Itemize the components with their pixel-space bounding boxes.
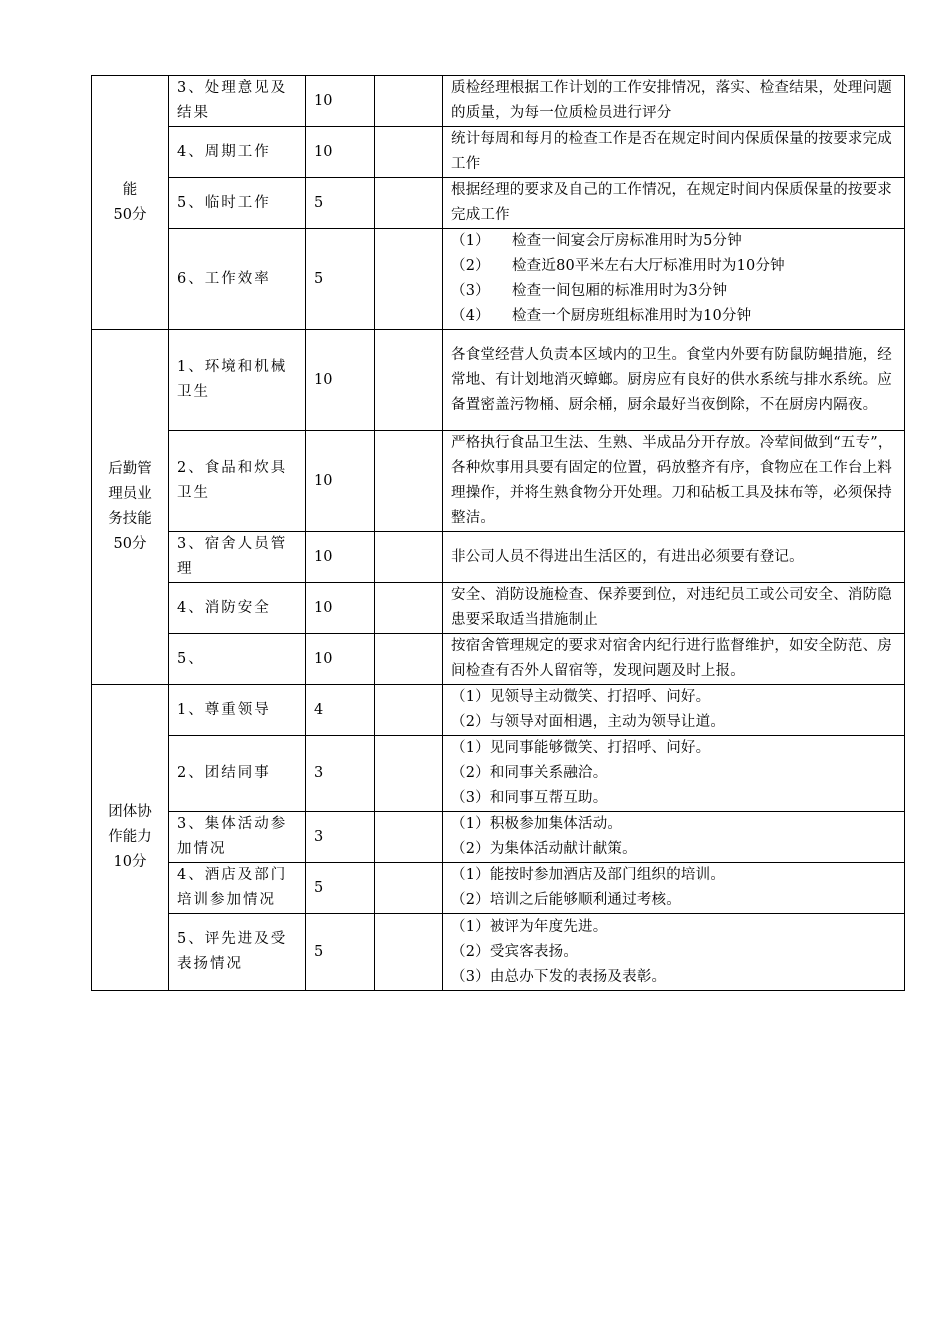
self-score-cell bbox=[375, 914, 443, 991]
item-cell: 5、评先进及受表扬情况 bbox=[169, 914, 306, 991]
score-cell: 10 bbox=[306, 532, 375, 583]
item-cell: 6、工作效率 bbox=[169, 229, 306, 330]
category-label: 50分 bbox=[113, 536, 147, 552]
self-score-cell bbox=[375, 812, 443, 863]
table-row bbox=[92, 532, 905, 583]
self-score-cell bbox=[375, 330, 443, 431]
description-line: （1）积极参加集体活动。 bbox=[451, 816, 623, 832]
self-score-cell bbox=[375, 178, 443, 229]
item-cell: 1、尊重领导 bbox=[169, 685, 306, 736]
description-cell bbox=[443, 736, 905, 812]
description-line: （1）被评为年度先进。 bbox=[451, 918, 608, 935]
description-line: （3） 检查一间包厢的标准用时为3分钟 bbox=[451, 283, 728, 299]
item-cell: 3、处理意见及结果 bbox=[169, 76, 306, 127]
description-cell bbox=[443, 127, 905, 178]
description-cell bbox=[443, 583, 905, 634]
category-label: 作能力 bbox=[108, 829, 152, 845]
description-cell bbox=[443, 178, 905, 229]
description-line: （2）与领导对面相遇，主动为领导让道。 bbox=[451, 714, 726, 730]
description-line: 各食堂经营人负责本区域内的卫生。食堂内外要有防鼠防蝇措施，经常地、有计划地消灭蟑螂。厨房应有良好的供水系统与排水系统。应备置密盖污物桶、厨余桶，厨余最好当夜倒除，不在厨房内隔夜。 bbox=[451, 346, 892, 413]
self-score-cell bbox=[375, 532, 443, 583]
description-line: （3）由总办下发的表扬及表彰。 bbox=[451, 968, 667, 985]
category-label: 团体协 bbox=[108, 804, 152, 820]
score-cell: 10 bbox=[306, 76, 375, 127]
score-cell: 10 bbox=[306, 583, 375, 634]
item-cell: 2、食品和炊具卫生 bbox=[169, 431, 306, 532]
description-cell bbox=[443, 431, 905, 532]
description-line: （2）培训之后能够顺利通过考核。 bbox=[451, 892, 681, 908]
evaluation-table-body bbox=[92, 76, 905, 991]
table-row bbox=[92, 583, 905, 634]
table-row bbox=[92, 914, 905, 991]
self-score-cell bbox=[375, 583, 443, 634]
description-line: （4） 检查一个厨房班组标准用时为10分钟 bbox=[451, 308, 752, 324]
item-cell: 3、宿舍人员管理 bbox=[169, 532, 306, 583]
item-cell: 3、集体活动参加情况 bbox=[169, 812, 306, 863]
description-line: 严格执行食品卫生法、生熟、半成品分开存放。冷荤间做到“五专”， 各种炊事用具要有固定的位置，码放整齐有序，食物应在工作台上料理操作，并将生熟食物分开处理。刀和砧板工具及抹布等，必须保持整洁。 bbox=[451, 435, 900, 526]
table-row bbox=[92, 330, 905, 431]
score-cell: 10 bbox=[306, 634, 375, 685]
description-cell bbox=[443, 229, 905, 330]
description-line: （1） 检查一间宴会厅房标准用时为5分钟 bbox=[451, 233, 742, 249]
description-cell bbox=[443, 330, 905, 431]
self-score-cell bbox=[375, 863, 443, 914]
description-cell bbox=[443, 76, 905, 127]
category-label: 10分 bbox=[113, 854, 147, 870]
item-cell: 5、 bbox=[169, 634, 306, 685]
table-row bbox=[92, 76, 905, 127]
item-cell: 5、临时工作 bbox=[169, 178, 306, 229]
table-row bbox=[92, 634, 905, 685]
description-line: 根据经理的要求及自己的工作情况，在规定时间内保质保量的按要求完成工作 bbox=[451, 182, 892, 223]
self-score-cell bbox=[375, 76, 443, 127]
self-score-cell bbox=[375, 634, 443, 685]
table-row bbox=[92, 127, 905, 178]
table-row bbox=[92, 685, 905, 736]
description-line: 安全、消防设施检查、保养要到位，对违纪员工或公司安全、消防隐患要采取适当措施制止 bbox=[451, 587, 892, 628]
category-cell bbox=[92, 685, 169, 991]
description-cell bbox=[443, 634, 905, 685]
score-cell: 3 bbox=[306, 812, 375, 863]
category-label: 务技能 bbox=[108, 511, 152, 527]
category-label: 后勤管 bbox=[108, 461, 152, 477]
description-cell bbox=[443, 914, 905, 991]
item-cell: 1、环境和机械卫生 bbox=[169, 330, 306, 431]
score-cell: 5 bbox=[306, 914, 375, 991]
table-row bbox=[92, 229, 905, 330]
self-score-cell bbox=[375, 685, 443, 736]
score-cell: 3 bbox=[306, 736, 375, 812]
description-cell bbox=[443, 532, 905, 583]
score-cell: 4 bbox=[306, 685, 375, 736]
item-cell: 2、团结同事 bbox=[169, 736, 306, 812]
description-line: 按宿舍管理规定的要求对宿舍内纪行进行监督维护，如安全防范、房间检查有否外人留宿等，发现问题及时上报。 bbox=[451, 638, 892, 679]
description-line: （1）能按时参加酒店及部门组织的培训。 bbox=[451, 867, 726, 883]
category-label: 50分 bbox=[113, 206, 147, 223]
description-line: （1）见领导主动微笑、打招呼、问好。 bbox=[451, 689, 711, 705]
description-line: （2） 检查近80平米左右大厅标准用时为10分钟 bbox=[451, 258, 785, 274]
table-row bbox=[92, 178, 905, 229]
score-cell: 5 bbox=[306, 178, 375, 229]
self-score-cell bbox=[375, 736, 443, 812]
description-cell bbox=[443, 812, 905, 863]
score-cell: 10 bbox=[306, 127, 375, 178]
description-cell bbox=[443, 863, 905, 914]
score-cell: 10 bbox=[306, 330, 375, 431]
self-score-cell bbox=[375, 229, 443, 330]
description-line: （3）和同事互帮互助。 bbox=[451, 790, 608, 806]
category-cell bbox=[92, 76, 169, 330]
self-score-cell bbox=[375, 127, 443, 178]
score-cell: 10 bbox=[306, 431, 375, 532]
table-row bbox=[92, 812, 905, 863]
category-label: 理员业 bbox=[108, 486, 152, 502]
description-line: （2）受宾客表扬。 bbox=[451, 943, 579, 960]
table-row bbox=[92, 736, 905, 812]
description-line: （2）和同事关系融洽。 bbox=[451, 765, 608, 781]
category-cell bbox=[92, 330, 169, 685]
description-line: 非公司人员不得进出生活区的，有进出必须要有登记。 bbox=[451, 548, 804, 565]
evaluation-table bbox=[91, 75, 905, 991]
description-line: 统计每周和每月的检查工作是否在规定时间内保质保量的按要求完成工作 bbox=[451, 131, 892, 172]
self-score-cell bbox=[375, 431, 443, 532]
item-cell: 4、酒店及部门培训参加情况 bbox=[169, 863, 306, 914]
table-row bbox=[92, 863, 905, 914]
table-row bbox=[92, 431, 905, 532]
description-cell bbox=[443, 685, 905, 736]
description-line: （2）为集体活动献计献策。 bbox=[451, 841, 637, 857]
score-cell: 5 bbox=[306, 229, 375, 330]
description-line: 质检经理根据工作计划的工作安排情况，落实、检查结果，处理问题的质量，为每一位质检员进行评分 bbox=[451, 80, 892, 121]
item-cell: 4、消防安全 bbox=[169, 583, 306, 634]
item-cell: 4、周期工作 bbox=[169, 127, 306, 178]
category-label: 能 bbox=[122, 181, 138, 198]
description-line: （1）见同事能够微笑、打招呼、问好。 bbox=[451, 740, 711, 756]
score-cell: 5 bbox=[306, 863, 375, 914]
